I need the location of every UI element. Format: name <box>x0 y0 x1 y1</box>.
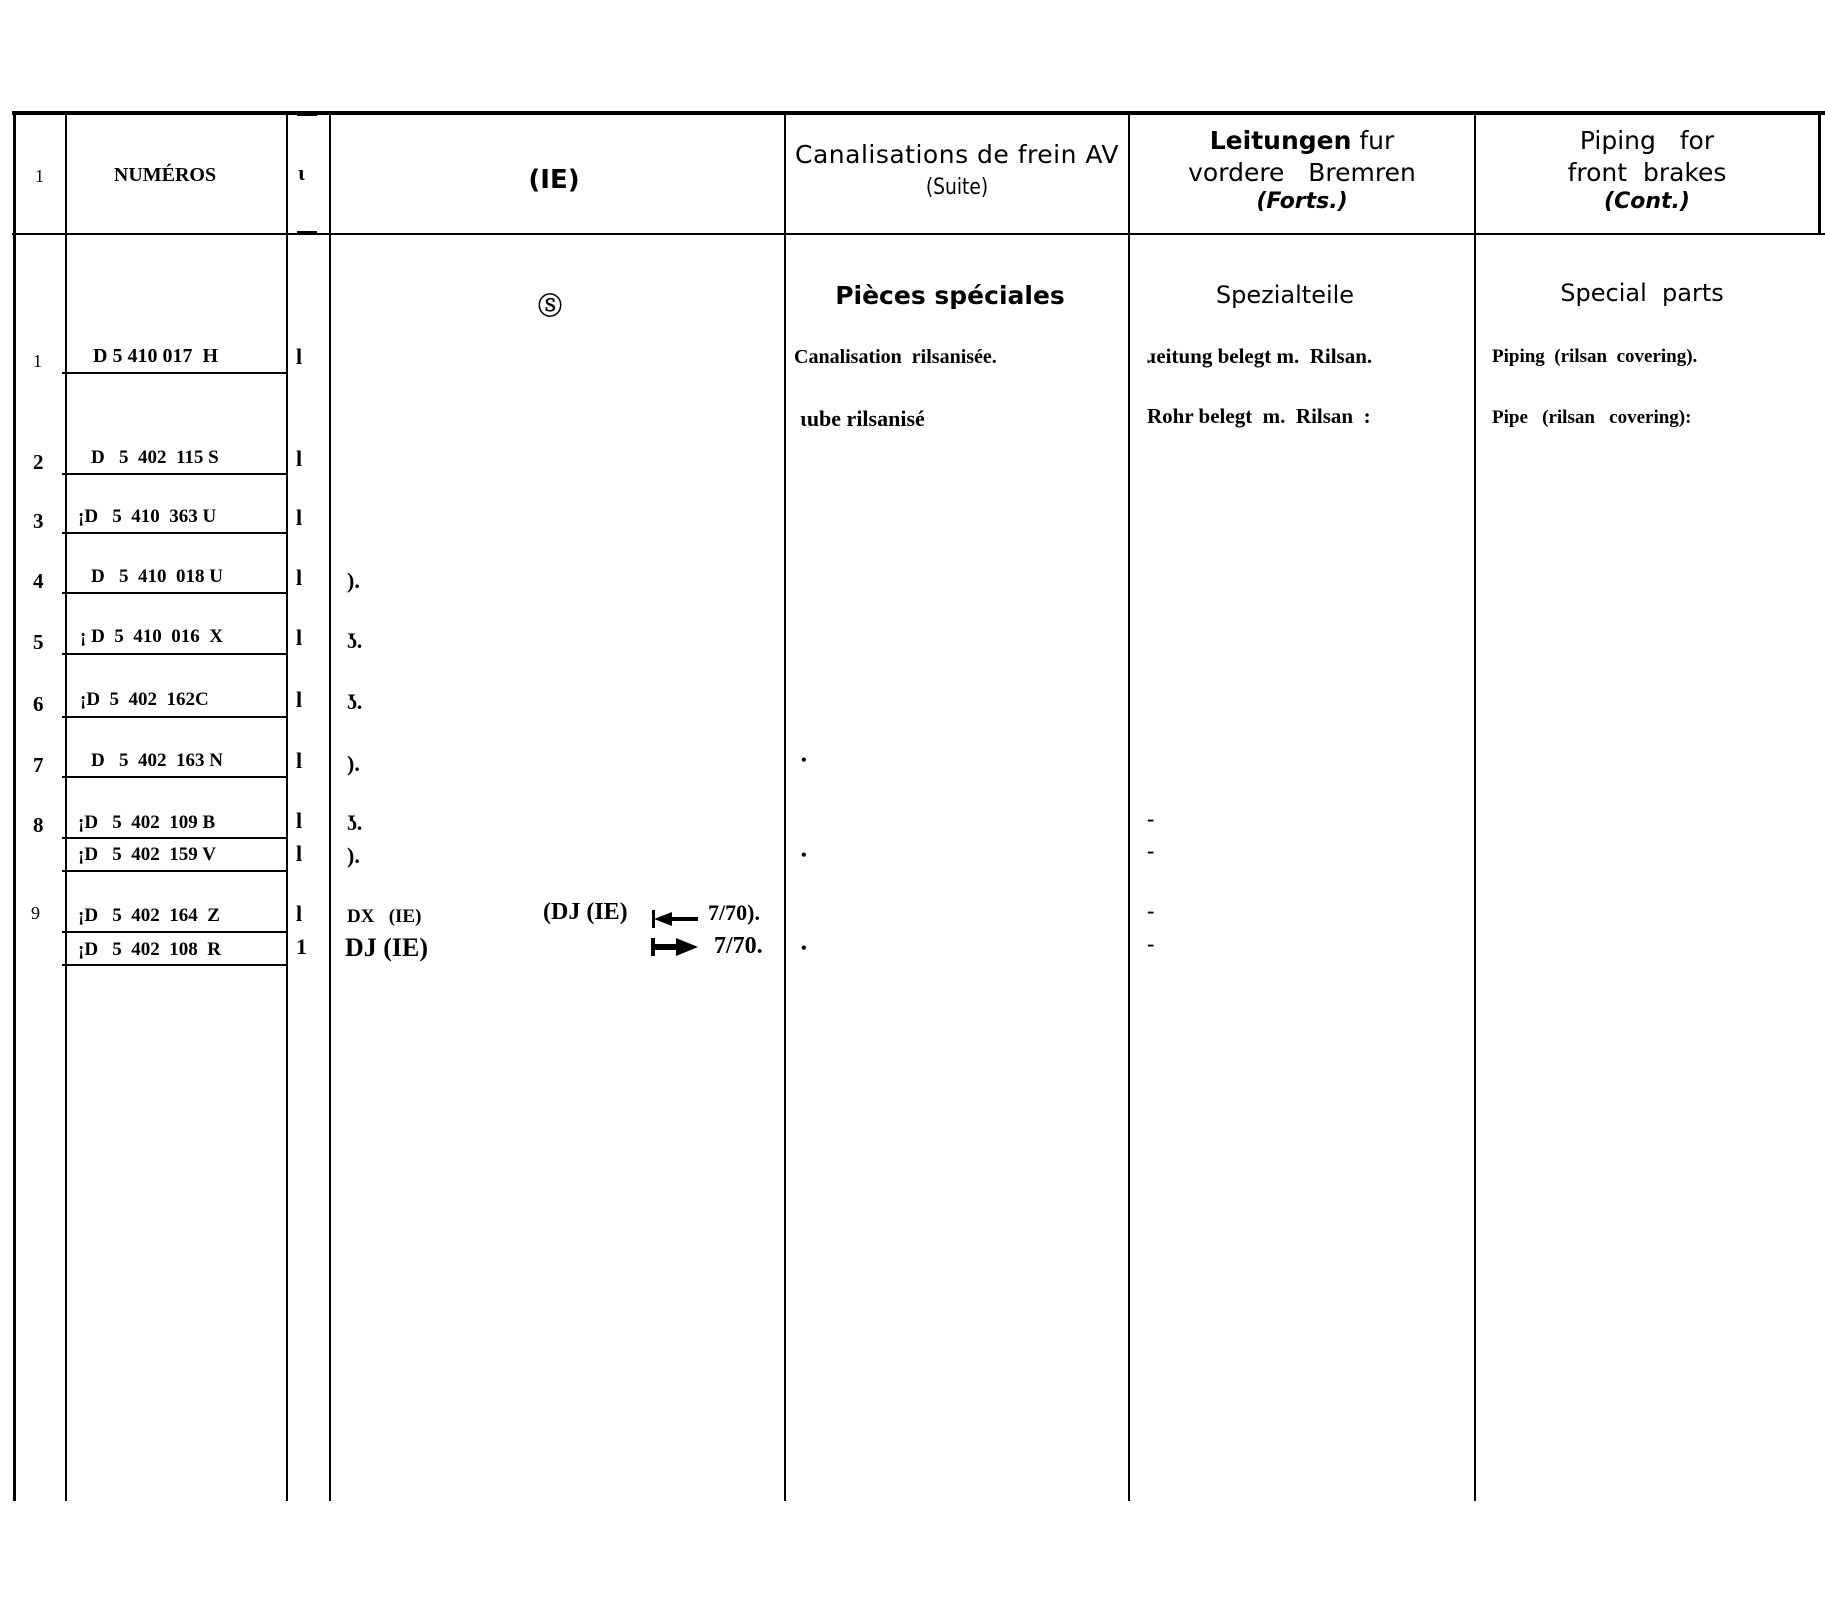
row-ref: 3 <box>33 509 44 533</box>
header-qty-mark: ɩ <box>298 160 305 185</box>
row-ref: 8 <box>33 813 44 837</box>
qty: l <box>296 841 303 866</box>
desc-de: ɹeitung belegt m. Rilsan. <box>1147 344 1373 368</box>
part-number-underline <box>62 776 286 778</box>
part-number: ¡D 5 402 109 B <box>78 812 216 833</box>
header-numeros: NUMÉROS <box>113 164 217 186</box>
header-english <box>1476 126 1818 214</box>
desc-fr-bullet: • <box>801 847 807 864</box>
part-number: ¡D 5 402 108 R <box>78 939 222 960</box>
table-left-border <box>13 111 16 1501</box>
qty: 1 <box>296 934 307 959</box>
part-number-underline <box>62 532 286 534</box>
table-top-border <box>12 111 1825 115</box>
part-number: D 5 410 017 H <box>93 345 218 367</box>
date-code: 7/70. <box>714 933 763 959</box>
desc-de-dash: - <box>1147 838 1155 863</box>
part-number: ¡D 5 402 164 Z <box>78 905 220 926</box>
model-alt: (DJ (IE) <box>543 899 628 925</box>
desc-fr: ɩube rilsanisé <box>800 406 925 431</box>
part-number: ¡ D 5 410 016 X <box>80 626 224 647</box>
arrow-right-icon <box>650 936 700 958</box>
header-model: (IE) <box>528 165 580 195</box>
col-divider-1 <box>65 115 67 1501</box>
desc-de-dash: - <box>1147 898 1155 923</box>
header-english-line1: Piping for <box>1579 126 1715 155</box>
header-german-line2: vordere Bremren <box>1188 158 1416 187</box>
part-number-underline <box>62 592 286 594</box>
part-number-underline <box>62 870 286 872</box>
part-number: D 5 402 163 N <box>91 750 223 771</box>
model-code: ). <box>347 843 360 868</box>
row-ref: 9 <box>31 903 40 923</box>
arrow-left-icon <box>650 909 700 929</box>
qty: l <box>296 687 303 712</box>
row-ref: 6 <box>33 692 44 716</box>
desc-fr: Canalisation rilsanisée. <box>794 346 997 368</box>
col-divider-3 <box>329 115 331 1501</box>
part-number: ¡D 5 410 363 U <box>78 506 217 527</box>
qty: l <box>296 565 303 590</box>
model-code: DX (IE) <box>347 906 422 927</box>
desc-en: Pipe (rilsan covering): <box>1492 407 1692 428</box>
qty: l <box>296 748 303 773</box>
section-german: Spezialteile <box>1215 281 1355 309</box>
row-ref: 7 <box>33 753 44 777</box>
model-code: ). <box>347 751 360 776</box>
col-divider-4 <box>784 115 786 1501</box>
section-french: Pièces spéciales <box>835 281 1065 310</box>
header-english-line2: front brakes <box>1567 158 1727 187</box>
header-french-suite: (Suite) <box>925 175 989 200</box>
part-number-underline <box>62 716 286 718</box>
part-number-underline <box>62 473 286 475</box>
header-col1: 1 <box>35 166 44 186</box>
qty: l <box>296 808 303 833</box>
model-code: ʖ. <box>347 810 363 835</box>
model-code: ). <box>347 568 360 593</box>
header-french <box>786 140 1128 200</box>
col-divider-2 <box>286 115 288 1501</box>
model-code: ʖ. <box>347 628 363 653</box>
section-english: Special parts <box>1560 279 1724 307</box>
desc-en: Piping (rilsan covering). <box>1492 346 1698 367</box>
desc-de-dash: - <box>1147 806 1155 831</box>
desc-de-dash: - <box>1147 931 1155 956</box>
col-divider-5 <box>1128 115 1130 1501</box>
qty-col-tick-top <box>297 113 317 116</box>
desc-de: Rohr belegt m. Rilsan : <box>1147 404 1371 428</box>
part-number-underline <box>62 964 286 966</box>
part-number-underline <box>62 837 286 839</box>
table-right-border <box>1818 111 1821 235</box>
header-german-bold: Leitungen <box>1209 126 1352 155</box>
section-symbol: Ⓢ <box>538 294 562 320</box>
header-french-title: Canalisations de frein AV <box>795 140 1119 169</box>
qty: l <box>296 446 303 471</box>
row-ref: 1 <box>33 351 42 371</box>
desc-fr-bullet: • <box>801 940 807 957</box>
header-german <box>1130 126 1474 214</box>
header-english-cont: (Cont.) <box>1604 189 1690 214</box>
header-german-title <box>1130 126 1474 155</box>
desc-fr-bullet: • <box>801 752 807 769</box>
part-number: ¡D 5 402 159 V <box>78 844 216 865</box>
qty-col-tick-bottom <box>297 231 317 234</box>
part-number-underline <box>62 653 286 655</box>
model-code: DJ (IE) <box>345 933 429 962</box>
model-code: ʖ. <box>347 689 363 714</box>
part-number: ¡D 5 402 162C <box>80 689 209 710</box>
header-german-forts: (Forts.) <box>1256 189 1348 214</box>
header-german-rest: fur <box>1351 126 1395 155</box>
row-ref: 5 <box>33 630 44 654</box>
row-ref: 2 <box>33 450 44 474</box>
part-number: D 5 402 115 S <box>91 447 219 468</box>
part-number-underline <box>62 931 286 933</box>
qty: l <box>296 344 303 369</box>
part-number-underline <box>62 372 286 374</box>
col-divider-6 <box>1474 115 1476 1501</box>
qty: l <box>296 625 303 650</box>
row-ref: 4 <box>33 569 44 593</box>
part-number: D 5 410 018 U <box>91 566 223 587</box>
qty: l <box>296 505 303 530</box>
date-code: 7/70). <box>708 900 760 925</box>
header-bottom-border <box>12 233 1825 235</box>
qty: l <box>296 901 303 926</box>
